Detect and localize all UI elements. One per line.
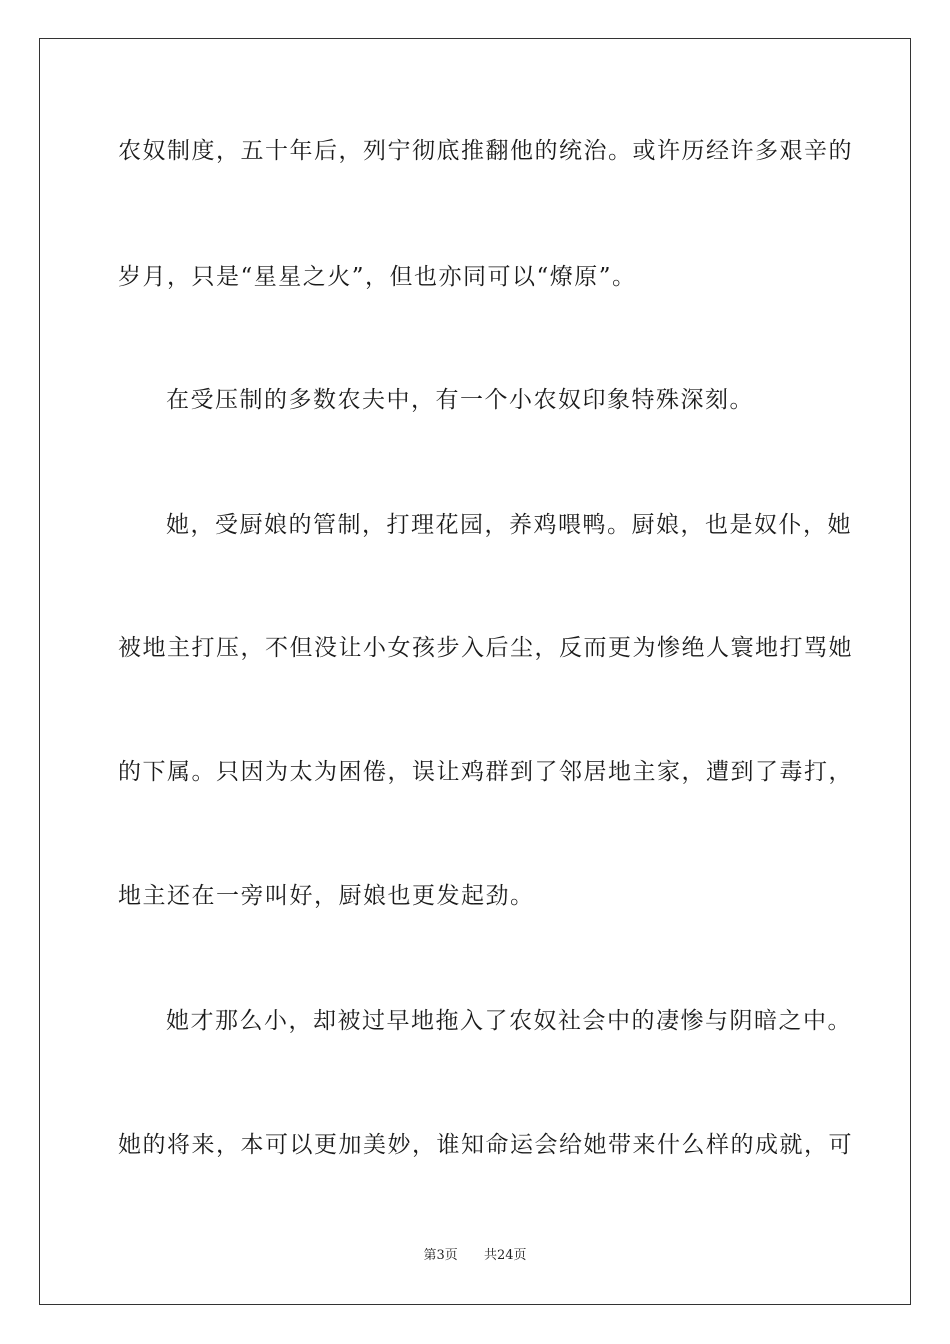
text-line-5: 被地主打压，不但没让小女孩步入后尘，反而更为惨绝人寰地打骂她 — [118, 635, 853, 661]
paragraph-line-8: 她才那么小，却被过早地拖入了农奴社会中的凄惨与阴暗之中。 — [166, 1008, 852, 1034]
text-line-2: 岁月，只是“星星之火”，但也亦同可以“燎原”。 — [118, 264, 637, 290]
paragraph-line-4: 她，受厨娘的管制，打理花园，养鸡喂鸭。厨娘，也是奴仆，她 — [166, 512, 852, 538]
text-line-6: 的下属。只因为太为困倦，误让鸡群到了邻居地主家，遭到了毒打， — [118, 759, 853, 785]
text-line-1: 农奴制度，五十年后，列宁彻底推翻他的统治。或许历经许多艰辛的 — [118, 138, 853, 164]
page-total: 共24页 — [484, 1248, 527, 1263]
text-line-7: 地主还在一旁叫好，厨娘也更发起劲。 — [118, 883, 535, 909]
page-footer — [0, 1247, 950, 1265]
page-border — [39, 38, 911, 1305]
page-number: 第3页 — [423, 1248, 458, 1263]
paragraph-line-3: 在受压制的多数农夫中，有一个小农奴印象特殊深刻。 — [166, 387, 754, 413]
text-line-9: 她的将来，本可以更加美妙，谁知命运会给她带来什么样的成就，可 — [118, 1132, 853, 1158]
